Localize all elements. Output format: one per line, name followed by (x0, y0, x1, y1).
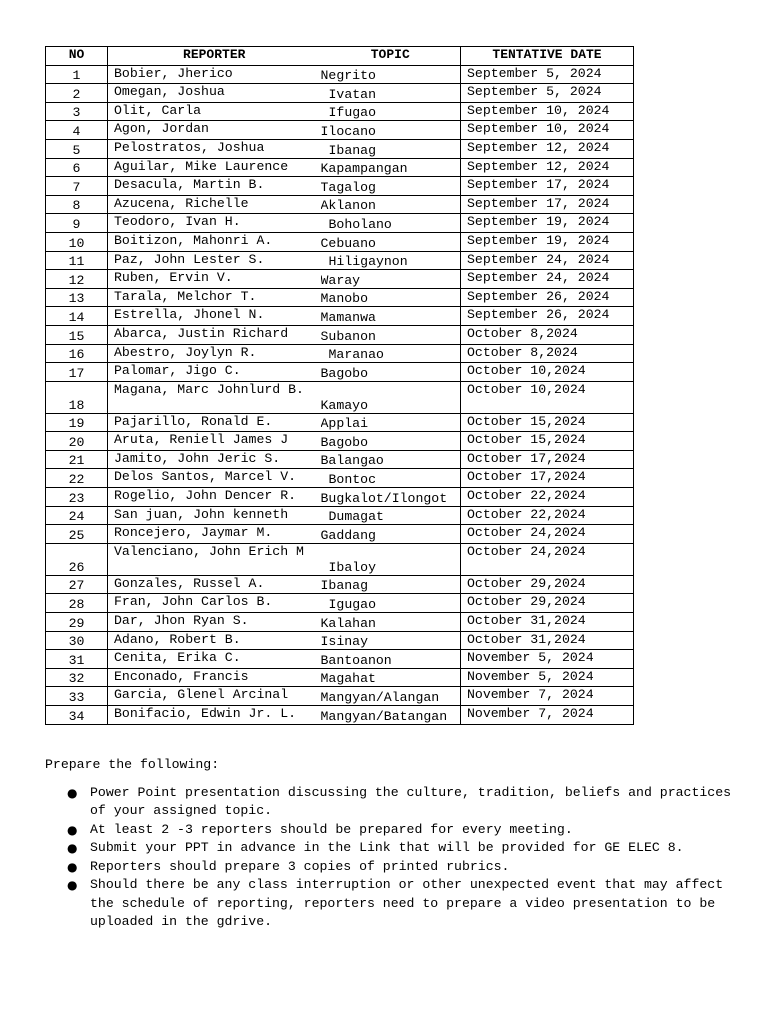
row-number: 20 (46, 432, 108, 451)
instruction-text: Submit your PPT in advance in the Link that will be provided for GE ELEC 8. (90, 840, 684, 855)
tentative-date: October 29,2024 (461, 575, 634, 594)
topic-name: Gaddang (321, 525, 461, 544)
tentative-date: September 17, 2024 (461, 195, 634, 214)
topic-name: Hiligaynon (321, 251, 461, 270)
tentative-date: October 24,2024 (461, 525, 634, 544)
topic-name: Dumagat (321, 506, 461, 525)
topic-name: Mangyan/Batangan (321, 706, 461, 725)
topic-name: Kalahan (321, 613, 461, 632)
topic-name: Boholano (321, 214, 461, 233)
reporting-schedule-table (45, 46, 634, 725)
topic-name: Ibanag (321, 139, 461, 158)
table-row (46, 270, 634, 289)
topic-name: Bagobo (321, 432, 461, 451)
row-number: 27 (46, 575, 108, 594)
topic-name: Ibanag (321, 575, 461, 594)
table-row (46, 706, 634, 725)
table-row (46, 488, 634, 507)
tentative-date: November 7, 2024 (461, 687, 634, 706)
tentative-date: September 17, 2024 (461, 177, 634, 196)
topic-name: Ibaloy (321, 543, 461, 575)
topic-name: Kapampangan (321, 158, 461, 177)
reporter-name: Omegan, Joshua (108, 84, 321, 103)
tentative-date: October 22,2024 (461, 506, 634, 525)
table-row (46, 413, 634, 432)
topic-name: Mangyan/Alangan (321, 687, 461, 706)
topic-name: Magahat (321, 668, 461, 687)
row-number: 32 (46, 668, 108, 687)
topic-name: Ilocano (321, 121, 461, 140)
reporter-name: Bobier, Jherico (108, 65, 321, 84)
reporter-name: Garcia, Glenel Arcinal (108, 687, 321, 706)
reporter-name: San juan, John kenneth (108, 506, 321, 525)
reporter-name: Abarca, Justin Richard (108, 325, 321, 344)
reporter-name: Adano, Robert B. (108, 631, 321, 650)
row-number: 24 (46, 506, 108, 525)
table-row (46, 543, 634, 575)
bullet-icon: ● (67, 878, 78, 892)
header-tentative-date: TENTATIVE DATE (461, 47, 634, 66)
table-row (46, 195, 634, 214)
row-number: 26 (46, 543, 108, 575)
instruction-text: Should there be any class interruption or other unexpected event that may affect the schedule of reporting, reporters need to prepare a video presentation to be uploaded in the gdrive. (90, 877, 724, 929)
table-row (46, 288, 634, 307)
row-number: 13 (46, 288, 108, 307)
bullet-icon: ● (67, 785, 78, 800)
bullet-icon: ● (67, 841, 78, 855)
tentative-date: September 24, 2024 (461, 270, 634, 289)
topic-name: Waray (321, 270, 461, 289)
reporter-name: Palomar, Jigo C. (108, 363, 321, 382)
tentative-date: September 19, 2024 (461, 232, 634, 251)
reporter-name: Magana, Marc Johnlurd B. (108, 381, 321, 413)
table-row (46, 613, 634, 632)
topic-name: Ivatan (321, 84, 461, 103)
reporter-name: Pajarillo, Ronald E. (108, 413, 321, 432)
bullet-icon: ● (67, 859, 78, 874)
reporter-name: Enconado, Francis (108, 668, 321, 687)
instruction-item (45, 839, 735, 858)
row-number: 2 (46, 84, 108, 103)
table-row (46, 139, 634, 158)
reporter-name: Paz, John Lester S. (108, 251, 321, 270)
table-row (46, 432, 634, 451)
instruction-text: Power Point presentation discussing the culture, tradition, beliefs and practices of your assigned topic. (90, 784, 732, 818)
row-number: 18 (46, 381, 108, 413)
topic-name: Bagobo (321, 363, 461, 382)
row-number: 1 (46, 65, 108, 84)
tentative-date: October 22,2024 (461, 488, 634, 507)
instructions-heading: Prepare the following: (45, 757, 220, 772)
table-row (46, 506, 634, 525)
table-row (46, 575, 634, 594)
table-row (46, 102, 634, 121)
tentative-date: October 8,2024 (461, 344, 634, 363)
reporter-name: Pelostratos, Joshua (108, 139, 321, 158)
reporter-name: Jamito, John Jeric S. (108, 450, 321, 469)
row-number: 10 (46, 232, 108, 251)
tentative-date: October 10,2024 (461, 381, 634, 413)
instruction-item (45, 784, 735, 821)
topic-name: Maranao (321, 344, 461, 363)
reporter-name: Boitizon, Mahonri A. (108, 232, 321, 251)
topic-name: Subanon (321, 325, 461, 344)
row-number: 34 (46, 706, 108, 725)
tentative-date: September 12, 2024 (461, 139, 634, 158)
row-number: 19 (46, 413, 108, 432)
instruction-item (45, 821, 735, 840)
reporter-name: Roncejero, Jaymar M. (108, 525, 321, 544)
reporter-name: Rogelio, John Dencer R. (108, 488, 321, 507)
header-reporter: REPORTER (108, 47, 321, 66)
topic-name: Isinay (321, 631, 461, 650)
reporter-name: Azucena, Richelle (108, 195, 321, 214)
row-number: 11 (46, 251, 108, 270)
row-number: 25 (46, 525, 108, 544)
table-row (46, 344, 634, 363)
reporter-name: Delos Santos, Marcel V. (108, 469, 321, 488)
topic-name: Bontoc (321, 469, 461, 488)
row-number: 4 (46, 121, 108, 140)
row-number: 23 (46, 488, 108, 507)
row-number: 7 (46, 177, 108, 196)
tentative-date: October 29,2024 (461, 594, 634, 613)
header-topic: TOPIC (321, 47, 461, 66)
tentative-date: November 5, 2024 (461, 668, 634, 687)
reporter-name: Dar, Jhon Ryan S. (108, 613, 321, 632)
tentative-date: September 10, 2024 (461, 121, 634, 140)
instructions-section (45, 756, 735, 932)
row-number: 33 (46, 687, 108, 706)
reporter-name: Bonifacio, Edwin Jr. L. (108, 706, 321, 725)
topic-name: Mamanwa (321, 307, 461, 326)
tentative-date: October 8,2024 (461, 325, 634, 344)
tentative-date: September 5, 2024 (461, 65, 634, 84)
topic-name: Ifugao (321, 102, 461, 121)
table-row (46, 214, 634, 233)
tentative-date: October 31,2024 (461, 631, 634, 650)
tentative-date: September 26, 2024 (461, 288, 634, 307)
table-row (46, 121, 634, 140)
reporter-name: Fran, John Carlos B. (108, 594, 321, 613)
tentative-date: October 24,2024 (461, 543, 634, 575)
table-row (46, 594, 634, 613)
tentative-date: September 5, 2024 (461, 84, 634, 103)
table-row (46, 251, 634, 270)
table-row (46, 307, 634, 326)
tentative-date: October 15,2024 (461, 432, 634, 451)
topic-name: Balangao (321, 450, 461, 469)
tentative-date: September 12, 2024 (461, 158, 634, 177)
instruction-text: At least 2 -3 reporters should be prepared for every meeting. (90, 821, 573, 837)
row-number: 14 (46, 307, 108, 326)
tentative-date: September 26, 2024 (461, 307, 634, 326)
row-number: 8 (46, 195, 108, 214)
header-no: NO (46, 47, 108, 66)
row-number: 22 (46, 469, 108, 488)
instruction-text: Reporters should prepare 3 copies of printed rubrics. (90, 858, 510, 874)
table-row (46, 363, 634, 382)
topic-name: Negrito (321, 65, 461, 84)
topic-name: Kamayo (321, 381, 461, 413)
tentative-date: September 19, 2024 (461, 214, 634, 233)
table-row (46, 631, 634, 650)
tentative-date: September 24, 2024 (461, 251, 634, 270)
row-number: 12 (46, 270, 108, 289)
table-row (46, 65, 634, 84)
tentative-date: September 10, 2024 (461, 102, 634, 121)
table-header-row (46, 47, 634, 66)
table-row (46, 158, 634, 177)
reporter-name: Abestro, Joylyn R. (108, 344, 321, 363)
table-row (46, 84, 634, 103)
row-number: 6 (46, 158, 108, 177)
table-row (46, 177, 634, 196)
topic-name: Applai (321, 413, 461, 432)
row-number: 15 (46, 325, 108, 344)
table-row (46, 325, 634, 344)
table-row (46, 232, 634, 251)
row-number: 16 (46, 344, 108, 363)
instructions-list (45, 784, 735, 932)
row-number: 21 (46, 450, 108, 469)
topic-name: Igugao (321, 594, 461, 613)
row-number: 29 (46, 613, 108, 632)
reporter-name: Valenciano, John Erich M (108, 543, 321, 575)
topic-name: Bugkalot/Ilongot (321, 488, 461, 507)
topic-name: Tagalog (321, 177, 461, 196)
table-row (46, 650, 634, 669)
tentative-date: October 15,2024 (461, 413, 634, 432)
reporter-name: Cenita, Erika C. (108, 650, 321, 669)
row-number: 17 (46, 363, 108, 382)
bullet-icon: ● (67, 822, 78, 837)
tentative-date: October 10,2024 (461, 363, 634, 382)
row-number: 9 (46, 214, 108, 233)
tentative-date: October 31,2024 (461, 613, 634, 632)
topic-name: Bantoanon (321, 650, 461, 669)
reporter-name: Ruben, Ervin V. (108, 270, 321, 289)
row-number: 3 (46, 102, 108, 121)
table-row (46, 687, 634, 706)
instruction-item (45, 858, 735, 877)
reporter-name: Desacula, Martin B. (108, 177, 321, 196)
table-row (46, 525, 634, 544)
row-number: 30 (46, 631, 108, 650)
topic-name: Cebuano (321, 232, 461, 251)
table-row (46, 668, 634, 687)
reporter-name: Estrella, Jhonel N. (108, 307, 321, 326)
tentative-date: October 17,2024 (461, 469, 634, 488)
topic-name: Aklanon (321, 195, 461, 214)
table-body (46, 65, 634, 724)
tentative-date: October 17,2024 (461, 450, 634, 469)
row-number: 28 (46, 594, 108, 613)
reporter-name: Olit, Carla (108, 102, 321, 121)
table-row (46, 469, 634, 488)
reporter-name: Aruta, Reniell James J (108, 432, 321, 451)
row-number: 5 (46, 139, 108, 158)
reporter-name: Teodoro, Ivan H. (108, 214, 321, 233)
table-row (46, 381, 634, 413)
reporter-name: Agon, Jordan (108, 121, 321, 140)
reporter-name: Tarala, Melchor T. (108, 288, 321, 307)
topic-name: Manobo (321, 288, 461, 307)
reporter-name: Aguilar, Mike Laurence (108, 158, 321, 177)
tentative-date: November 5, 2024 (461, 650, 634, 669)
reporter-name: Gonzales, Russel A. (108, 575, 321, 594)
instruction-item (45, 876, 735, 932)
row-number: 31 (46, 650, 108, 669)
tentative-date: November 7, 2024 (461, 706, 634, 725)
table-row (46, 450, 634, 469)
